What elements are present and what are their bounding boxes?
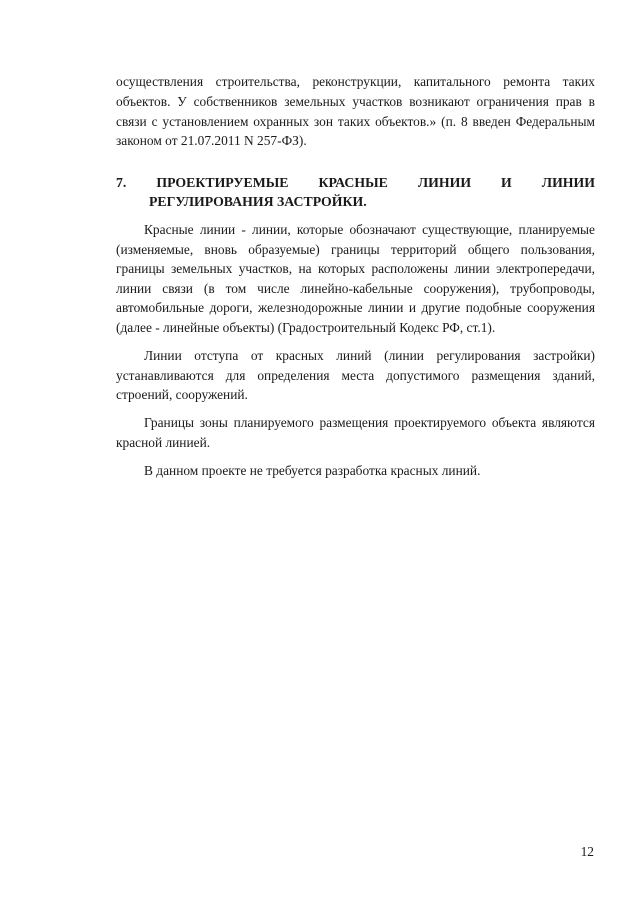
- paragraph-1-line-1: Красные линии - линии, которые обозначают существующие, планируемые: [144, 222, 595, 237]
- paragraph-3-line-2: красной линией.: [116, 435, 211, 450]
- paragraph-1-line-6: (далее - линейные объекты) (Градостроительный Кодекс РФ, ст.1).: [116, 320, 496, 335]
- paragraph-1-line-5: автомобильные дороги, железнодорожные линии и другие подобные сооружения: [116, 300, 595, 315]
- paragraph-4-line-1: В данном проекте не требуется разработка красных линий.: [144, 463, 481, 478]
- paragraph-1-line-2: (изменяемые, вновь образуемые) границы территорий общего пользования,: [116, 242, 595, 257]
- paragraph-2-line-2: устанавливаются для определения места допустимого размещения зданий,: [116, 368, 595, 383]
- intro-line-4: законом от 21.07.2011 N 257-ФЗ).: [116, 133, 307, 148]
- paragraph-1-line-4: линии связи (в том числе линейно-кабельные сооружения), трубопроводы,: [116, 281, 595, 296]
- paragraph-1-line-3: границы земельных участков, на которых расположены линии электропередачи,: [116, 261, 595, 276]
- section-heading-line-1: 7. ПРОЕКТИРУЕМЫЕ КРАСНЫЕ ЛИНИИ И ЛИНИИ: [116, 175, 595, 190]
- intro-line-3: связи с установлением охранных зон таких объектов.» (п. 8 введен Федеральным: [116, 114, 595, 129]
- intro-line-2: объектов. У собственников земельных участков возникают ограничения прав в: [116, 94, 595, 109]
- intro-line-1: осуществления строительства, реконструкции, капитального ремонта таких: [116, 74, 595, 89]
- paragraph-2-line-3: строений, сооружений.: [116, 387, 248, 402]
- section-heading-line-2: РЕГУЛИРОВАНИЯ ЗАСТРОЙКИ.: [149, 194, 367, 209]
- paragraph-2-line-1: Линии отступа от красных линий (линии регулирования застройки): [144, 348, 595, 363]
- paragraph-3-line-1: Границы зоны планируемого размещения проектируемого объекта являются: [144, 415, 595, 430]
- page-number: 12: [580, 844, 594, 859]
